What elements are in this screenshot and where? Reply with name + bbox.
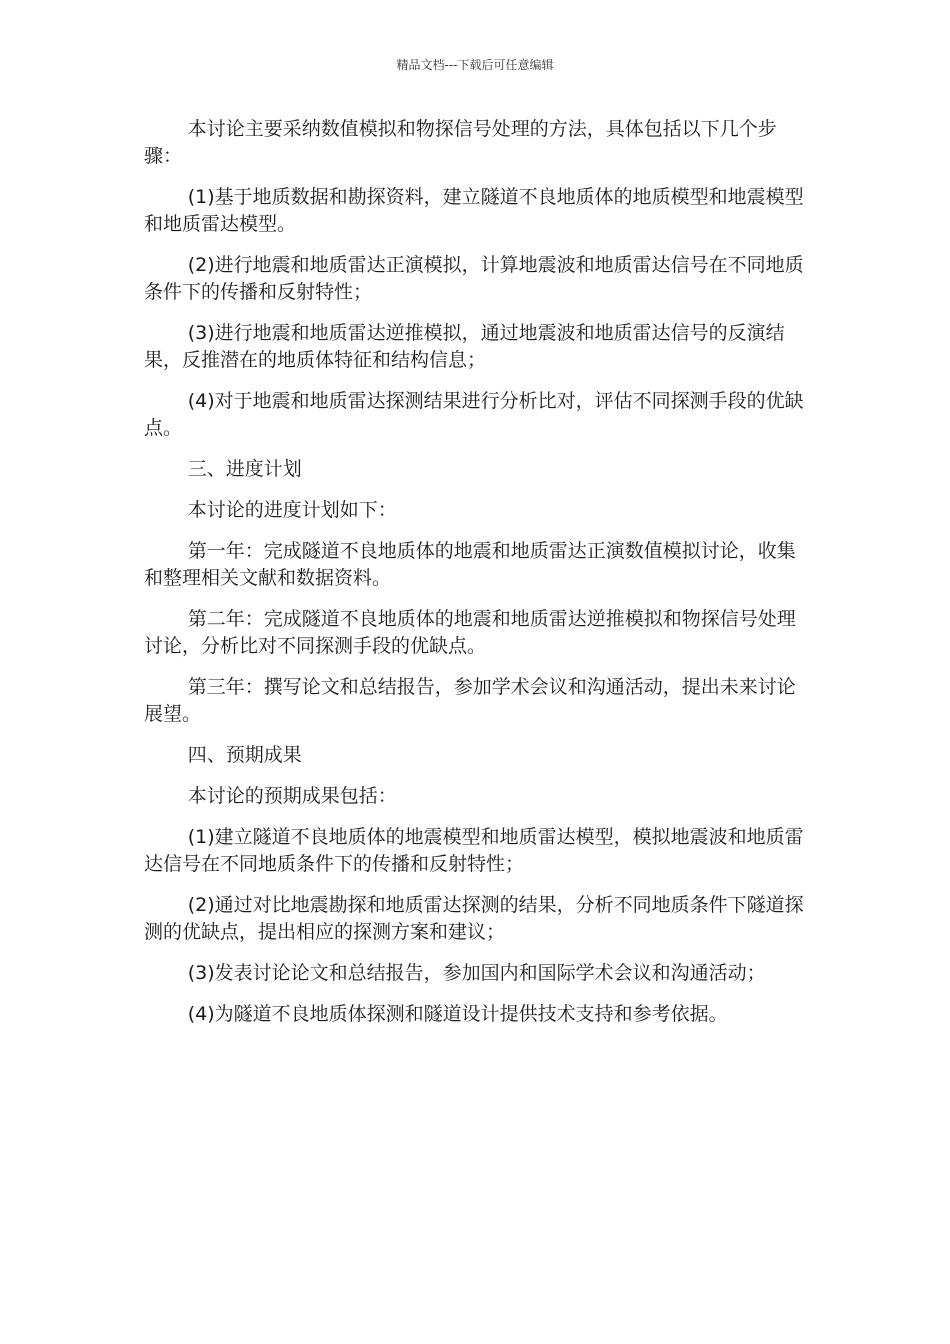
paragraph-year-3: 第三年：撰写论文和总结报告，参加学术会议和沟通活动，提出未来讨论展望。 [144,676,796,725]
paragraph-outcome-4: (4)为隧道不良地质体探测和隧道设计提供技术支持和参考依据。 [187,1003,728,1025]
section-heading-outcomes: 四、预期成果 [187,744,302,766]
paragraph-methods-intro: 本讨论主要采纳数值模拟和物探信号处理的方法，具体包括以下几个步骤： [144,118,777,167]
paragraph-year-2: 第二年：完成隧道不良地质体的地震和地质雷达逆推模拟和物探信号处理讨论，分析比对不同探测手段的优缺点。 [144,608,796,657]
paragraph-year-1: 第一年：完成隧道不良地质体的地震和地质雷达正演数值模拟讨论，收集和整理相关文献和数据资料。 [144,540,796,589]
document-body [144,116,808,1042]
paragraph-outcome-2: (2)通过对比地震勘探和地质雷达探测的结果，分析不同地质条件下隧道探测的优缺点，提出相应的探测方案和建议； [144,894,804,943]
section-heading-schedule: 三、进度计划 [187,458,302,480]
paragraph-outcome-1: (1)建立隧道不良地质体的地震模型和地质雷达模型，模拟地震波和地质雷达信号在不同地质条件下的传播和反射特性； [144,826,804,875]
paragraph-step-1: (1)基于地质数据和勘探资料，建立隧道不良地质体的地质模型和地震模型和地质雷达模型。 [144,186,804,235]
paragraph-outcome-3: (3)发表讨论论文和总结报告，参加国内和国际学术会议和沟通活动； [187,962,766,984]
paragraph-step-3: (3)进行地震和地质雷达逆推模拟，通过地震波和地质雷达信号的反演结果，反推潜在的地质体特征和结构信息； [144,322,785,371]
paragraph-step-4: (4)对于地震和地质雷达探测结果进行分析比对，评估不同探测手段的优缺点。 [144,390,804,439]
paragraph-step-2: (2)进行地震和地质雷达正演模拟，计算地震波和地质雷达信号在不同地质条件下的传播和反射特性； [144,254,804,303]
paragraph-outcomes-intro: 本讨论的预期成果包括： [187,785,397,807]
paragraph-schedule-intro: 本讨论的进度计划如下： [187,499,397,521]
page-header: 精品文档---下载后可任意编辑 [396,58,554,72]
